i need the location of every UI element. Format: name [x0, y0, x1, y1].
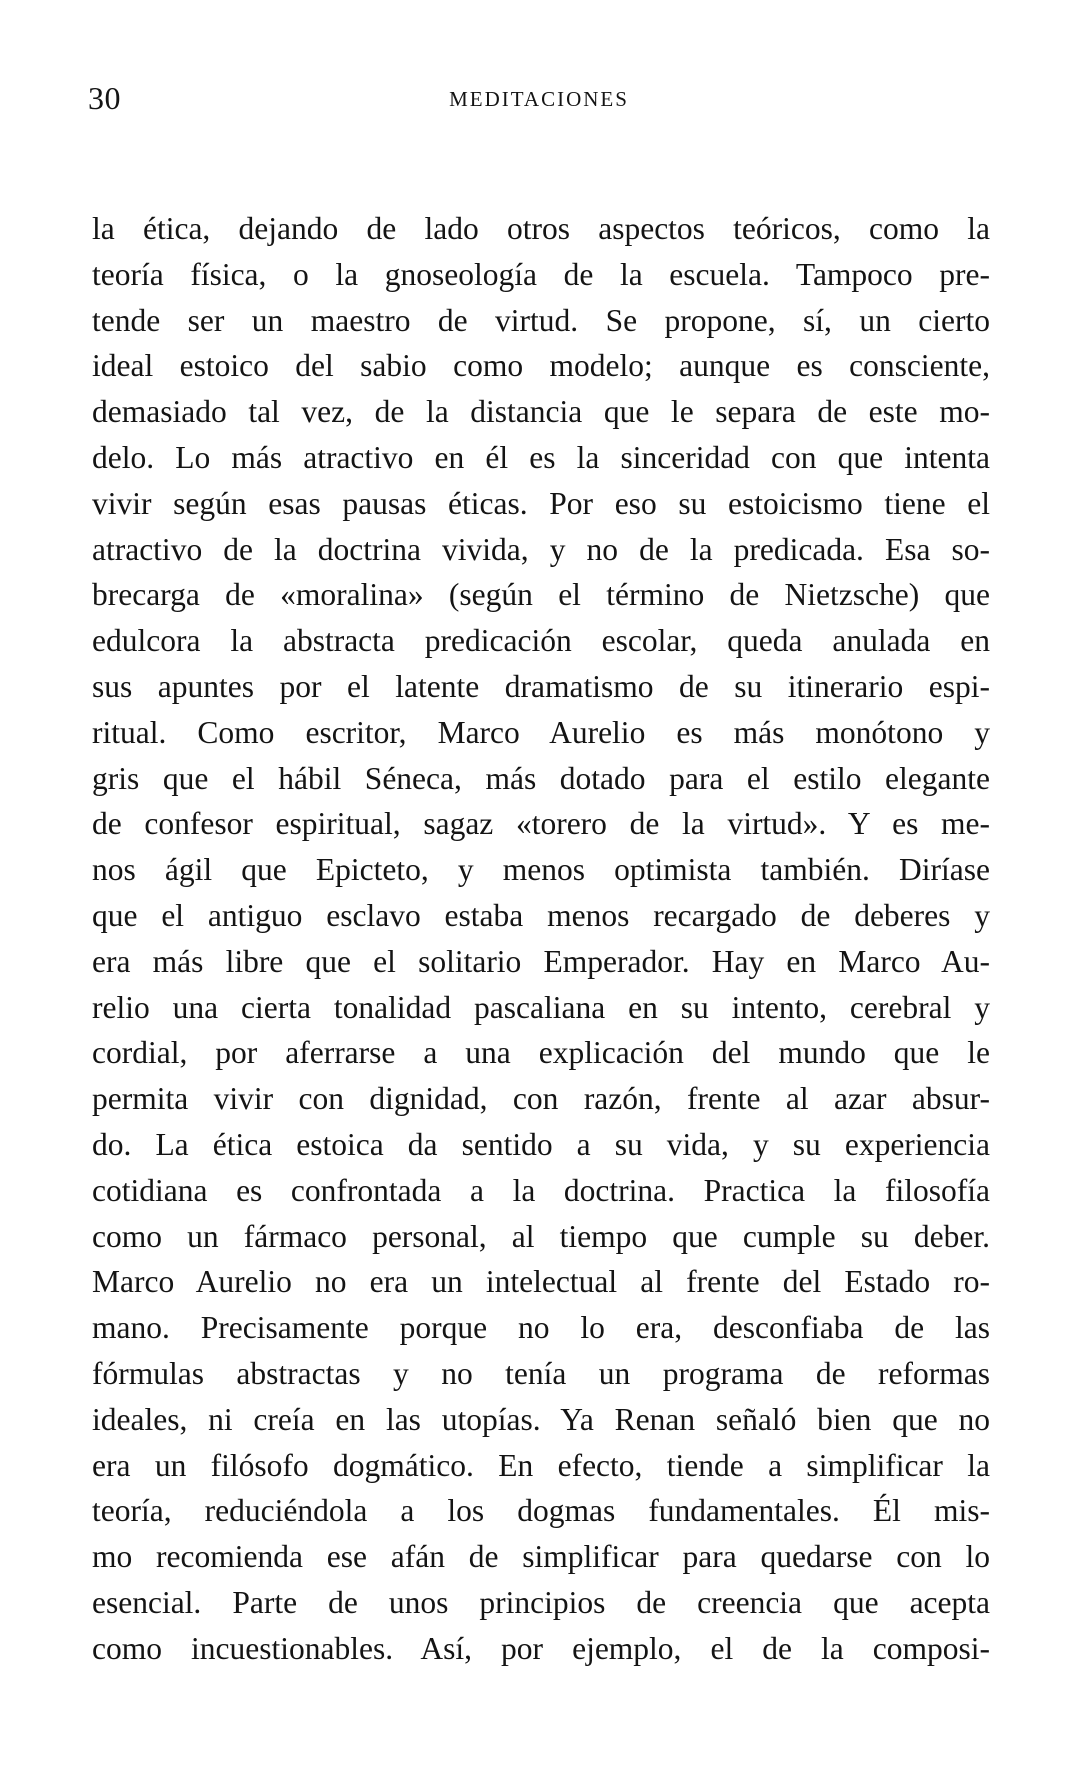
text-line: atractivo de la doctrina vivida, y no de la predicada. Esa so- [92, 531, 990, 567]
text-line: teoría, reduciéndola a los dogmas fundamentales. Él mis- [92, 1493, 990, 1529]
text-line: sus apuntes por el latente dramatismo de su itinerario espi- [92, 668, 990, 704]
text-line: relio una cierta tonalidad pascaliana en su intento, cerebral y [92, 989, 990, 1025]
text-line: tende ser un maestro de virtud. Se propone, sí, un cierto [92, 302, 990, 338]
text-line: mano. Precisamente porque no lo era, desconfiaba de las [92, 1310, 990, 1346]
text-line: Marco Aurelio no era un intelectual al frente del Estado ro- [92, 1264, 990, 1300]
text-line: demasiado tal vez, de la distancia que le separa de este mo- [92, 394, 990, 430]
text-line: era más libre que el solitario Emperador. Hay en Marco Au- [92, 943, 990, 979]
text-line: como un fármaco personal, al tiempo que cumple su deber. [92, 1218, 990, 1254]
text-line: delo. Lo más atractivo en él es la sinceridad con que intenta [92, 439, 990, 475]
text-line: teoría física, o la gnoseología de la escuela. Tampoco pre- [92, 256, 990, 292]
text-line: cordial, por aferrarse a una explicación del mundo que le [92, 1035, 990, 1071]
text-line: que el antiguo esclavo estaba menos recargado de deberes y [92, 897, 990, 933]
text-line: vivir según esas pausas éticas. Por eso su estoicismo tiene el [92, 485, 990, 521]
text-line: ideal estoico del sabio como modelo; aunque es consciente, [92, 348, 990, 384]
text-line: edulcora la abstracta predicación escolar, queda anulada en [92, 623, 990, 659]
text-line: como incuestionables. Así, por ejemplo, el de la composi- [92, 1630, 990, 1666]
text-line: do. La ética estoica da sentido a su vida, y su experiencia [92, 1126, 990, 1162]
text-line: de confesor espiritual, sagaz «torero de la virtud». Y es me- [92, 806, 990, 842]
text-line: brecarga de «moralina» (según el término de Nietzsche) que [92, 577, 990, 613]
page-number: 30 [88, 80, 121, 116]
text-line: gris que el hábil Séneca, más dotado para el estilo elegante [92, 760, 990, 796]
text-line: ideales, ni creía en las utopías. Ya Renan señaló bien que no [92, 1401, 990, 1437]
text-line: era un filósofo dogmático. En efecto, tiende a simplificar la [92, 1447, 990, 1483]
text-line: cotidiana es confrontada a la doctrina. Practica la filosofía [92, 1172, 990, 1208]
body-paragraph [92, 206, 990, 1672]
page-header [88, 78, 990, 118]
text-line: fórmulas abstractas y no tenía un programa de reformas [92, 1355, 990, 1391]
running-head: MEDITACIONES [449, 87, 629, 111]
text-line: la ética, dejando de lado otros aspectos teóricos, como la [92, 211, 990, 246]
text-line: nos ágil que Epicteto, y menos optimista también. Diríase [92, 852, 990, 888]
text-line: esencial. Parte de unos principios de creencia que acepta [92, 1584, 990, 1620]
text-line: mo recomienda ese afán de simplificar para quedarse con lo [92, 1539, 990, 1575]
text-line: ritual. Como escritor, Marco Aurelio es más monótono y [92, 714, 990, 750]
text-line: permita vivir con dignidad, con razón, frente al azar absur- [92, 1081, 990, 1117]
